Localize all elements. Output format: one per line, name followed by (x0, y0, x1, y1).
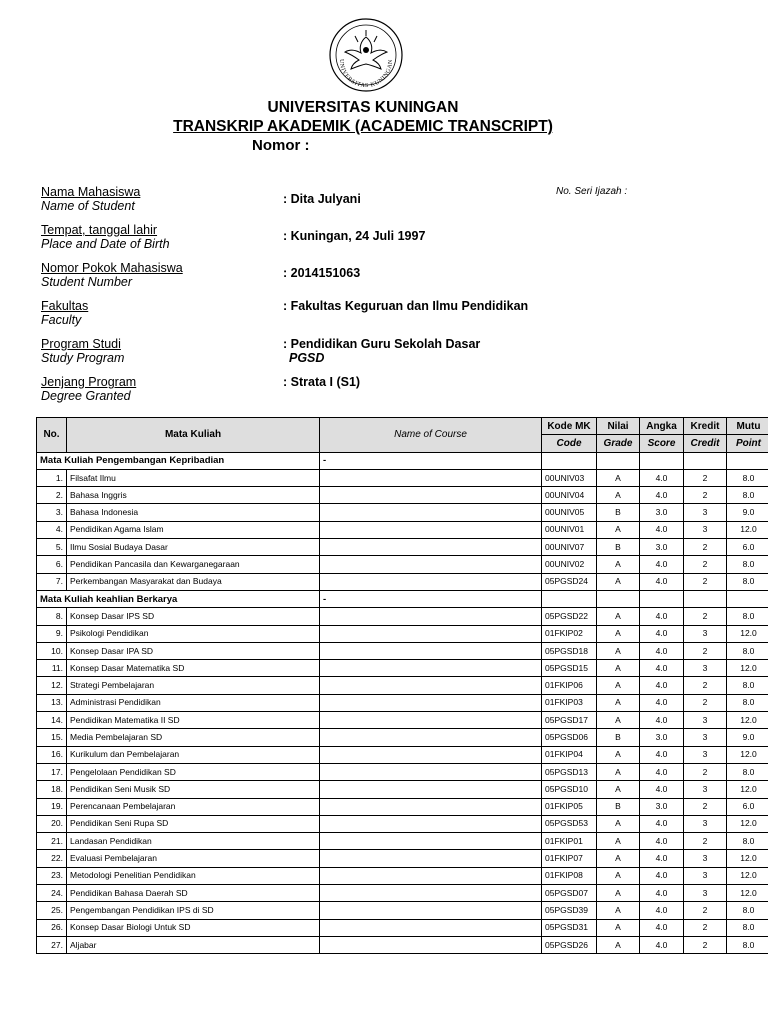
university-seal-logo (328, 17, 404, 93)
course-point: 8.0 (727, 487, 768, 504)
course-row (37, 642, 768, 659)
course-no: 16. (37, 746, 67, 763)
course-score: 3.0 (640, 539, 684, 556)
course-credit: 2 (684, 487, 727, 504)
course-score: 4.0 (640, 850, 684, 867)
course-no: 3. (37, 504, 67, 521)
course-grade: A (597, 902, 640, 919)
header-grade: Grade (597, 435, 640, 452)
course-grade: A (597, 694, 640, 711)
course-name-en (320, 608, 542, 625)
course-score: 4.0 (640, 487, 684, 504)
course-grade: A (597, 625, 640, 642)
degree-value: : Strata I (S1) (283, 375, 361, 389)
course-score: 4.0 (640, 902, 684, 919)
course-name: Evaluasi Pembelajaran (67, 850, 320, 867)
course-row (37, 746, 768, 763)
empty-cell (640, 452, 684, 469)
course-no: 13. (37, 694, 67, 711)
header-nilai: Nilai (597, 418, 640, 435)
course-name-en (320, 642, 542, 659)
course-score: 4.0 (640, 712, 684, 729)
course-no: 20. (37, 815, 67, 832)
course-grade: A (597, 677, 640, 694)
nomor-label: Nomor : (252, 137, 310, 154)
course-point: 12.0 (727, 625, 768, 642)
header-code: Code (542, 435, 597, 452)
course-name-en (320, 660, 542, 677)
course-grade: A (597, 815, 640, 832)
course-point: 8.0 (727, 556, 768, 573)
section-name-of-course: - (320, 590, 542, 607)
course-code: 05PGSD15 (542, 660, 597, 677)
course-name-en (320, 625, 542, 642)
course-grade: A (597, 556, 640, 573)
course-credit: 2 (684, 833, 727, 850)
course-point: 8.0 (727, 642, 768, 659)
course-point: 8.0 (727, 608, 768, 625)
course-code: 00UNIV02 (542, 556, 597, 573)
faculty-label: Fakultas Faculty (41, 299, 89, 327)
course-name-en (320, 781, 542, 798)
course-grade: A (597, 712, 640, 729)
course-no: 4. (37, 521, 67, 538)
course-row (37, 712, 768, 729)
course-credit: 3 (684, 746, 727, 763)
course-no: 11. (37, 660, 67, 677)
course-row (37, 781, 768, 798)
course-code: 01FKIP07 (542, 850, 597, 867)
course-no: 6. (37, 556, 67, 573)
header-angka: Angka (640, 418, 684, 435)
course-grade: A (597, 919, 640, 936)
course-grade: A (597, 608, 640, 625)
course-grade: A (597, 936, 640, 953)
course-grade: A (597, 746, 640, 763)
course-code: 01FKIP04 (542, 746, 597, 763)
course-point: 9.0 (727, 504, 768, 521)
course-name-en (320, 677, 542, 694)
course-score: 4.0 (640, 469, 684, 486)
course-credit: 2 (684, 539, 727, 556)
course-score: 4.0 (640, 660, 684, 677)
course-grade: B (597, 798, 640, 815)
course-point: 9.0 (727, 729, 768, 746)
course-name: Konsep Dasar IPS SD (67, 608, 320, 625)
course-row (37, 556, 768, 573)
course-name: Konsep Dasar Matematika SD (67, 660, 320, 677)
course-row (37, 936, 768, 953)
seal-text: UNIVERSITAS KUNINGAN (337, 59, 395, 90)
course-code: 00UNIV01 (542, 521, 597, 538)
course-name-en (320, 556, 542, 573)
course-name: Bahasa Inggris (67, 487, 320, 504)
study-program-value: : Pendidikan Guru Sekolah Dasar PGSD (283, 337, 481, 365)
header-kode: Kode MK (542, 418, 597, 435)
section-header-row (37, 452, 768, 469)
student-name-value: : Dita Julyani (283, 192, 361, 206)
course-row (37, 487, 768, 504)
course-name-en (320, 885, 542, 902)
header-no: No. (37, 418, 67, 453)
course-name: Aljabar (67, 936, 320, 953)
course-code: 05PGSD39 (542, 902, 597, 919)
header-point: Point (727, 435, 768, 452)
course-credit: 2 (684, 469, 727, 486)
course-code: 05PGSD07 (542, 885, 597, 902)
course-credit: 3 (684, 867, 727, 884)
course-code: 05PGSD17 (542, 712, 597, 729)
course-point: 12.0 (727, 746, 768, 763)
course-row (37, 850, 768, 867)
empty-cell (640, 590, 684, 607)
faculty-value: : Fakultas Keguruan dan Ilmu Pendidikan (283, 299, 529, 313)
course-code: 05PGSD24 (542, 573, 597, 590)
course-credit: 2 (684, 608, 727, 625)
transcript-table-body (37, 452, 768, 954)
course-credit: 3 (684, 885, 727, 902)
course-code: 01FKIP03 (542, 694, 597, 711)
course-code: 01FKIP08 (542, 867, 597, 884)
course-credit: 3 (684, 815, 727, 832)
course-score: 4.0 (640, 694, 684, 711)
course-point: 12.0 (727, 660, 768, 677)
course-name: Perencanaan Pembelajaran (67, 798, 320, 815)
course-grade: A (597, 850, 640, 867)
course-credit: 2 (684, 763, 727, 780)
course-point: 8.0 (727, 763, 768, 780)
course-name-en (320, 936, 542, 953)
course-credit: 2 (684, 573, 727, 590)
course-no: 24. (37, 885, 67, 902)
course-code: 01FKIP05 (542, 798, 597, 815)
course-score: 4.0 (640, 815, 684, 832)
course-credit: 3 (684, 504, 727, 521)
section-title: Mata Kuliah keahlian Berkarya (37, 590, 320, 607)
course-name-en (320, 694, 542, 711)
course-grade: B (597, 729, 640, 746)
course-code: 00UNIV04 (542, 487, 597, 504)
course-grade: A (597, 573, 640, 590)
course-name-en (320, 867, 542, 884)
course-point: 8.0 (727, 677, 768, 694)
course-grade: A (597, 763, 640, 780)
course-name: Administrasi Pendidikan (67, 694, 320, 711)
empty-cell (684, 452, 727, 469)
empty-cell (597, 452, 640, 469)
course-no: 23. (37, 867, 67, 884)
course-score: 4.0 (640, 625, 684, 642)
course-score: 3.0 (640, 504, 684, 521)
course-credit: 3 (684, 521, 727, 538)
course-point: 8.0 (727, 919, 768, 936)
course-name-en (320, 487, 542, 504)
course-no: 5. (37, 539, 67, 556)
course-name: Metodologi Penelitian Pendidikan (67, 867, 320, 884)
course-no: 14. (37, 712, 67, 729)
course-score: 4.0 (640, 556, 684, 573)
course-row (37, 521, 768, 538)
course-point: 8.0 (727, 694, 768, 711)
course-no: 22. (37, 850, 67, 867)
course-grade: A (597, 642, 640, 659)
course-score: 3.0 (640, 798, 684, 815)
course-no: 18. (37, 781, 67, 798)
course-grade: A (597, 781, 640, 798)
birth-value: : Kuningan, 24 Juli 1997 (283, 229, 426, 243)
course-grade: A (597, 867, 640, 884)
header-score: Score (640, 435, 684, 452)
empty-cell (597, 590, 640, 607)
course-no: 17. (37, 763, 67, 780)
section-header-row (37, 590, 768, 607)
course-score: 4.0 (640, 833, 684, 850)
course-name-en (320, 798, 542, 815)
course-grade: A (597, 521, 640, 538)
course-grade: B (597, 539, 640, 556)
course-name: Filsafat Ilmu (67, 469, 320, 486)
course-credit: 3 (684, 781, 727, 798)
course-name: Strategi Pembelajaran (67, 677, 320, 694)
course-row (37, 573, 768, 590)
empty-cell (727, 590, 768, 607)
course-credit: 2 (684, 642, 727, 659)
course-row (37, 539, 768, 556)
course-row (37, 833, 768, 850)
header-mutu: Mutu (727, 418, 768, 435)
course-no: 10. (37, 642, 67, 659)
course-name-en (320, 815, 542, 832)
course-code: 05PGSD13 (542, 763, 597, 780)
course-no: 12. (37, 677, 67, 694)
course-name: Perkembangan Masyarakat dan Budaya (67, 573, 320, 590)
course-row (37, 867, 768, 884)
student-number-value: : 2014151063 (283, 266, 361, 280)
course-no: 15. (37, 729, 67, 746)
empty-cell (727, 452, 768, 469)
course-row (37, 763, 768, 780)
course-credit: 2 (684, 556, 727, 573)
course-point: 12.0 (727, 850, 768, 867)
course-grade: A (597, 885, 640, 902)
course-name-en (320, 850, 542, 867)
course-name-en (320, 469, 542, 486)
course-row (37, 902, 768, 919)
course-row (37, 798, 768, 815)
course-score: 4.0 (640, 919, 684, 936)
course-point: 6.0 (727, 798, 768, 815)
course-name-en (320, 919, 542, 936)
course-point: 12.0 (727, 815, 768, 832)
course-name-en (320, 504, 542, 521)
course-point: 6.0 (727, 539, 768, 556)
course-code: 05PGSD31 (542, 919, 597, 936)
course-code: 01FKIP02 (542, 625, 597, 642)
course-name-en (320, 712, 542, 729)
course-name: Pengembangan Pendidikan IPS di SD (67, 902, 320, 919)
header-credit: Credit (684, 435, 727, 452)
course-grade: A (597, 469, 640, 486)
course-point: 12.0 (727, 867, 768, 884)
course-name: Kurikulum dan Pembelajaran (67, 746, 320, 763)
course-point: 8.0 (727, 936, 768, 953)
course-no: 1. (37, 469, 67, 486)
course-no: 8. (37, 608, 67, 625)
empty-cell (542, 452, 597, 469)
course-code: 05PGSD18 (542, 642, 597, 659)
course-point: 8.0 (727, 902, 768, 919)
course-name-en (320, 902, 542, 919)
course-row (37, 815, 768, 832)
course-credit: 2 (684, 919, 727, 936)
course-name-en (320, 539, 542, 556)
course-no: 26. (37, 919, 67, 936)
course-credit: 3 (684, 660, 727, 677)
course-row (37, 504, 768, 521)
course-no: 25. (37, 902, 67, 919)
section-title: Mata Kuliah Pengembangan Kepribadian (37, 452, 320, 469)
course-name: Landasan Pendidikan (67, 833, 320, 850)
course-name: Pendidikan Seni Rupa SD (67, 815, 320, 832)
course-grade: A (597, 833, 640, 850)
empty-cell (684, 590, 727, 607)
study-program-label: Program Studi Study Program (41, 337, 125, 365)
header-name-of-course: Name of Course (320, 418, 542, 453)
course-score: 3.0 (640, 729, 684, 746)
course-row (37, 660, 768, 677)
course-code: 05PGSD06 (542, 729, 597, 746)
course-row (37, 729, 768, 746)
course-score: 4.0 (640, 573, 684, 590)
course-grade: A (597, 660, 640, 677)
course-credit: 3 (684, 712, 727, 729)
course-point: 8.0 (727, 469, 768, 486)
course-name: Ilmu Sosial Budaya Dasar (67, 539, 320, 556)
student-number-label: Nomor Pokok Mahasiswa Student Number (41, 261, 183, 289)
student-name-label: Nama Mahasiswa Name of Student (41, 185, 141, 213)
course-row (37, 608, 768, 625)
course-score: 4.0 (640, 746, 684, 763)
course-point: 12.0 (727, 712, 768, 729)
course-no: 19. (37, 798, 67, 815)
course-name: Pendidikan Bahasa Daerah SD (67, 885, 320, 902)
course-credit: 3 (684, 625, 727, 642)
course-row (37, 885, 768, 902)
course-name: Pendidikan Matematika II SD (67, 712, 320, 729)
course-credit: 2 (684, 694, 727, 711)
degree-label: Jenjang Program Degree Granted (41, 375, 137, 403)
empty-cell (542, 590, 597, 607)
course-grade: B (597, 504, 640, 521)
course-point: 12.0 (727, 781, 768, 798)
course-credit: 2 (684, 798, 727, 815)
course-name: Pengelolaan Pendidikan SD (67, 763, 320, 780)
course-row (37, 694, 768, 711)
course-name: Pendidikan Agama Islam (67, 521, 320, 538)
course-point: 12.0 (727, 521, 768, 538)
course-no: 9. (37, 625, 67, 642)
course-no: 21. (37, 833, 67, 850)
course-name: Pendidikan Pancasila dan Kewarganegaraan (67, 556, 320, 573)
course-score: 4.0 (640, 936, 684, 953)
course-code: 00UNIV07 (542, 539, 597, 556)
course-code: 05PGSD10 (542, 781, 597, 798)
course-name-en (320, 763, 542, 780)
course-score: 4.0 (640, 521, 684, 538)
course-score: 4.0 (640, 867, 684, 884)
course-row (37, 625, 768, 642)
course-code: 05PGSD26 (542, 936, 597, 953)
course-row (37, 919, 768, 936)
course-code: 00UNIV03 (542, 469, 597, 486)
course-score: 4.0 (640, 763, 684, 780)
course-code: 00UNIV05 (542, 504, 597, 521)
course-name: Bahasa Indonesia (67, 504, 320, 521)
course-no: 2. (37, 487, 67, 504)
course-point: 8.0 (727, 573, 768, 590)
course-score: 4.0 (640, 885, 684, 902)
course-name: Pendidikan Seni Musik SD (67, 781, 320, 798)
course-code: 05PGSD22 (542, 608, 597, 625)
course-point: 12.0 (727, 885, 768, 902)
course-name-en (320, 746, 542, 763)
course-name-en (320, 833, 542, 850)
course-no: 7. (37, 573, 67, 590)
course-credit: 2 (684, 677, 727, 694)
course-credit: 2 (684, 936, 727, 953)
course-point: 8.0 (727, 833, 768, 850)
course-row (37, 469, 768, 486)
course-credit: 3 (684, 850, 727, 867)
course-code: 05PGSD53 (542, 815, 597, 832)
header-kredit: Kredit (684, 418, 727, 435)
course-score: 4.0 (640, 642, 684, 659)
course-name: Psikologi Pendidikan (67, 625, 320, 642)
course-name: Media Pembelajaran SD (67, 729, 320, 746)
course-name-en (320, 729, 542, 746)
course-name-en (320, 521, 542, 538)
course-name: Konsep Dasar Biologi Untuk SD (67, 919, 320, 936)
course-credit: 2 (684, 902, 727, 919)
course-row (37, 677, 768, 694)
course-code: 01FKIP06 (542, 677, 597, 694)
course-name: Konsep Dasar IPA SD (67, 642, 320, 659)
study-program-abbrev: PGSD (289, 351, 325, 365)
university-name: UNIVERSITAS KUNINGAN (267, 99, 459, 116)
course-score: 4.0 (640, 608, 684, 625)
transcript-table (36, 417, 768, 954)
section-name-of-course: - (320, 452, 542, 469)
course-score: 4.0 (640, 677, 684, 694)
course-score: 4.0 (640, 781, 684, 798)
course-credit: 3 (684, 729, 727, 746)
course-no: 27. (37, 936, 67, 953)
course-grade: A (597, 487, 640, 504)
document-title: TRANSKRIP AKADEMIK (ACADEMIC TRANSCRIPT) (173, 118, 553, 135)
birth-label: Tempat, tanggal lahir Place and Date of Birth (41, 223, 170, 251)
course-name-en (320, 573, 542, 590)
course-code: 01FKIP01 (542, 833, 597, 850)
header-mata-kuliah: Mata Kuliah (67, 418, 320, 453)
seri-ijazah-label: No. Seri Ijazah : (556, 186, 628, 197)
